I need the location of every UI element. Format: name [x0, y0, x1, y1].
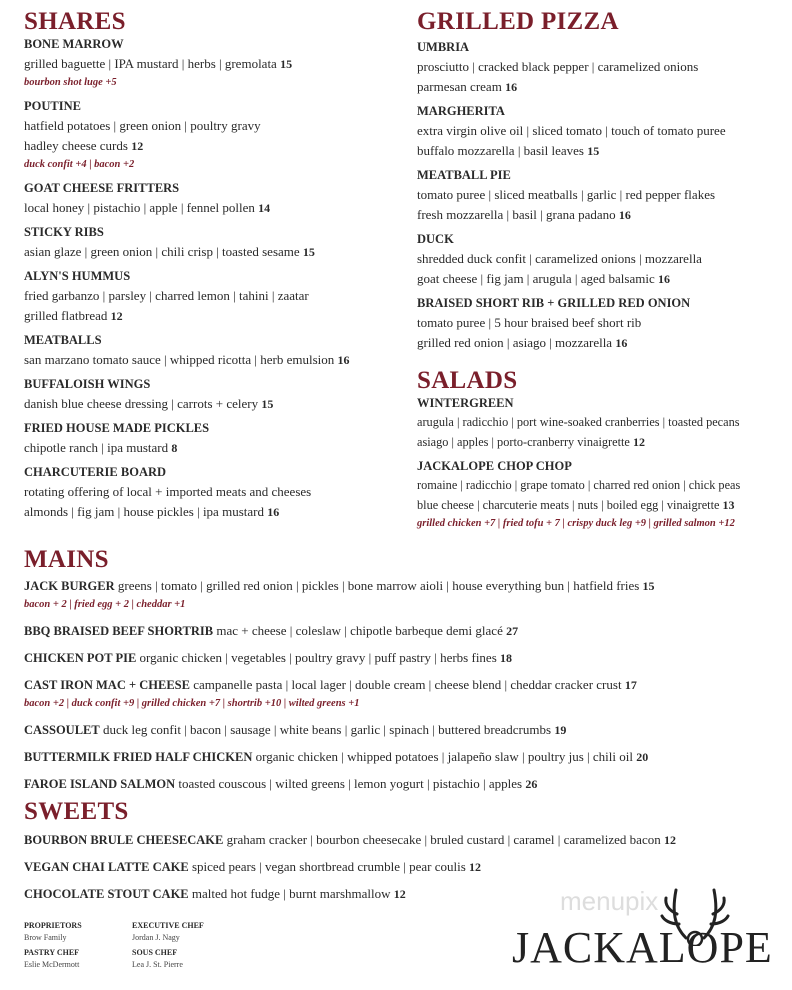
- item-name: CHOCOLATE STOUT CAKE: [24, 887, 189, 901]
- menu-item: [24, 675, 784, 713]
- item-description: asian glaze | green onion | chili crisp | toasted sesame 15: [24, 244, 315, 259]
- staff-title: PASTRY CHEF: [24, 948, 80, 957]
- item-price: 17: [624, 678, 637, 692]
- menu-item: [24, 648, 784, 668]
- item-description: duck leg confit | bacon | sausage | white beans | garlic | spinach | buttered breadcrumbs: [102, 722, 552, 737]
- section-title: SALADS: [417, 367, 518, 394]
- shares-section: [24, 8, 404, 526]
- item-description: buffalo mozzarella | basil leaves 15: [417, 143, 600, 158]
- item-name: BRAISED SHORT RIB + GRILLED RED ONION: [417, 296, 691, 310]
- item-price: 27: [506, 624, 519, 638]
- item-description: almonds | fig jam | house pickles | ipa mustard 16: [24, 504, 280, 519]
- menu-item: [24, 774, 784, 794]
- menu-item: [24, 462, 404, 522]
- staff-title: PROPRIETORS: [24, 921, 82, 930]
- item-description: tomato puree | 5 hour braised beef short rib: [417, 315, 642, 330]
- item-price: 19: [554, 723, 567, 737]
- item-description: fresh mozzarella | basil | grana padano 16: [417, 207, 631, 222]
- item-name: UMBRIA: [417, 40, 470, 54]
- item-description: grilled flatbread 12: [24, 308, 123, 323]
- item-description: arugula | radicchio | port wine-soaked cranberries | toasted pecans: [417, 415, 740, 429]
- item-price: 18: [500, 651, 513, 665]
- item-description: prosciutto | cracked black pepper | caramelized onions: [417, 59, 699, 74]
- menu-item: [24, 266, 404, 326]
- menu-item: [24, 178, 404, 218]
- menu-item: [24, 330, 404, 370]
- item-line: [24, 675, 784, 695]
- item-name: POUTINE: [24, 99, 81, 113]
- menu-item: [417, 37, 787, 97]
- menu-item: [417, 165, 787, 225]
- item-description: extra virgin olive oil | sliced tomato | touch of tomato puree: [417, 123, 726, 138]
- staff-name: Jordan J. Nagy: [132, 933, 180, 942]
- section-title: SWEETS: [24, 798, 129, 825]
- staff-title: EXECUTIVE CHEF: [132, 921, 204, 930]
- item-description: grilled red onion | asiago | mozzarella 16: [417, 335, 628, 350]
- item-description: fried garbanzo | parsley | charred lemon | tahini | zaatar: [24, 288, 309, 303]
- item-description: campanelle pasta | local lager | double cream | cheese blend | cheddar cracker crust: [193, 677, 622, 692]
- menu-item: [24, 857, 784, 877]
- item-description: danish blue cheese dressing | carrots + celery 15: [24, 396, 274, 411]
- item-line: [24, 747, 784, 767]
- staff-name: Brow Family: [24, 933, 67, 942]
- item-price: 26: [525, 777, 538, 791]
- item-description: greens | tomato | grilled red onion | pickles | bone marrow aioli | house everything bun | hatfield fries: [117, 578, 640, 593]
- item-price: 15: [642, 579, 655, 593]
- menu-item: [417, 293, 787, 353]
- staff-name: Eslie McDermott: [24, 960, 80, 969]
- item-name: CAST IRON MAC + CHEESE: [24, 678, 190, 692]
- item-price: 16: [618, 208, 631, 222]
- item-description: chipotle ranch | ipa mustard 8: [24, 440, 178, 455]
- item-line: [24, 621, 784, 641]
- item-line: [24, 830, 784, 850]
- item-price: 14: [258, 201, 271, 215]
- item-name: CHICKEN POT PIE: [24, 651, 137, 665]
- item-description: romaine | radicchio | grape tomato | charred red onion | chick peas: [417, 478, 741, 492]
- item-name: JACK BURGER: [24, 579, 115, 593]
- staff-title: SOUS CHEF: [132, 948, 178, 957]
- item-description: mac + cheese | coleslaw | chipotle barbeque demi glacé: [216, 623, 503, 638]
- menu-item: [417, 456, 792, 533]
- item-description: san marzano tomato sauce | whipped ricotta | herb emulsion 16: [24, 352, 350, 367]
- item-description: spiced pears | vegan shortbread crumble | pear coulis: [191, 859, 466, 874]
- item-price: 12: [393, 887, 406, 901]
- staff-col-2: [132, 920, 204, 974]
- item-description: shredded duck confit | caramelized onions | mozzarella: [417, 251, 702, 266]
- item-description: rotating offering of local + imported meats and cheeses: [24, 484, 312, 499]
- salads-section: [417, 367, 792, 537]
- item-addons: duck confit +4 | bacon +2: [24, 159, 135, 170]
- jackalope-logo: [512, 880, 773, 975]
- menu-item: [417, 393, 792, 452]
- item-description: graham cracker | bourbon cheesecake | bruled custard | caramel | caramelized bacon: [226, 832, 661, 847]
- item-description: goat cheese | fig jam | arugula | aged balsamic 16: [417, 271, 670, 286]
- section-title: GRILLED PIZZA: [417, 8, 619, 35]
- item-name: STICKY RIBS: [24, 225, 104, 239]
- item-name: MARGHERITA: [417, 104, 505, 118]
- item-description: organic chicken | whipped potatoes | jalapeño slaw | poultry jus | chili oil: [255, 749, 633, 764]
- item-name: BBQ BRAISED BEEF SHORTRIB: [24, 624, 214, 638]
- item-name: BUFFALOISH WINGS: [24, 377, 151, 391]
- menu-item: [24, 418, 404, 458]
- mains-section: [24, 546, 784, 801]
- item-name: JACKALOPE CHOP CHOP: [417, 459, 572, 473]
- item-name: DUCK: [417, 232, 454, 246]
- item-name: GOAT CHEESE FRITTERS: [24, 181, 180, 195]
- menu-item: [24, 720, 784, 740]
- menu-item: [24, 96, 404, 174]
- item-price: 12: [632, 434, 645, 449]
- item-price: 15: [280, 57, 293, 71]
- item-addons: bacon +2 | duck confit +9 | grilled chicken +7 | shortrib +10 | wilted greens +1: [24, 698, 360, 709]
- item-line: [24, 576, 784, 596]
- item-price: 12: [110, 309, 123, 323]
- menu-item: [24, 222, 404, 262]
- item-price: 16: [267, 505, 280, 519]
- item-name: VEGAN CHAI LATTE CAKE: [24, 860, 189, 874]
- item-addons: bourbon shot luge +5: [24, 77, 117, 88]
- item-price: 15: [302, 245, 315, 259]
- item-name: WINTERGREEN: [417, 396, 514, 410]
- item-name: FRIED HOUSE MADE PICKLES: [24, 421, 210, 435]
- item-description: toasted couscous | wilted greens | lemon yogurt | pistachio | apples: [178, 776, 523, 791]
- item-price: 15: [261, 397, 274, 411]
- item-price: 15: [587, 144, 600, 158]
- staff-col-1: [24, 920, 82, 974]
- item-name: MEATBALL PIE: [417, 168, 511, 182]
- item-name: BOURBON BRULE CHEESECAKE: [24, 833, 224, 847]
- menu-item: [24, 576, 784, 614]
- item-description: organic chicken | vegetables | poultry gravy | puff pastry | herbs fines: [139, 650, 497, 665]
- item-price: 20: [636, 750, 649, 764]
- item-price: 16: [615, 336, 628, 350]
- menu-item: [24, 34, 404, 92]
- item-description: hatfield potatoes | green onion | poultry gravy: [24, 118, 261, 133]
- item-description: local honey | pistachio | apple | fennel pollen 14: [24, 200, 271, 215]
- section-title: SHARES: [24, 8, 126, 35]
- item-price: 16: [658, 272, 670, 286]
- section-title: MAINS: [24, 546, 109, 573]
- item-line: [24, 720, 784, 740]
- item-name: BUTTERMILK FRIED HALF CHICKEN: [24, 750, 253, 764]
- item-price: 13: [722, 497, 735, 512]
- item-line: [24, 774, 784, 794]
- item-name: CASSOULET: [24, 723, 100, 737]
- logo-text: JACKALOPE: [512, 923, 773, 972]
- item-description: grilled baguette | IPA mustard | herbs | gremolata 15: [24, 56, 293, 71]
- item-name: FAROE ISLAND SALMON: [24, 777, 176, 791]
- pizza-section: [417, 8, 787, 357]
- item-name: BONE MARROW: [24, 37, 124, 51]
- item-description: asiago | apples | porto-cranberry vinaigrette 12: [417, 434, 645, 449]
- item-line: [24, 857, 784, 877]
- menu-item: [417, 101, 787, 161]
- menu-item: [24, 747, 784, 767]
- menu-item: [24, 621, 784, 641]
- item-name: MEATBALLS: [24, 333, 102, 347]
- item-description: tomato puree | sliced meatballs | garlic | red pepper flakes: [417, 187, 716, 202]
- item-line: [24, 648, 784, 668]
- item-price: 16: [337, 353, 350, 367]
- item-price: 8: [171, 441, 178, 455]
- item-description: blue cheese | charcuterie meats | nuts | boiled egg | vinaigrette 13: [417, 497, 735, 512]
- item-price: 12: [663, 833, 676, 847]
- item-description: parmesan cream 16: [417, 79, 518, 94]
- item-name: ALYN'S HUMMUS: [24, 269, 131, 283]
- item-price: 12: [469, 860, 482, 874]
- item-addons: grilled chicken +7 | fried tofu + 7 | crispy duck leg +9 | grilled salmon +12: [417, 518, 735, 529]
- item-description: hadley cheese curds 12: [24, 138, 144, 153]
- staff-name: Lea J. St. Pierre: [132, 960, 183, 969]
- item-description: malted hot fudge | burnt marshmallow: [191, 886, 391, 901]
- menu-item: [24, 374, 404, 414]
- item-addons: bacon + 2 | fried egg + 2 | cheddar +1: [24, 599, 186, 610]
- menu-item: [24, 830, 784, 850]
- item-price: 12: [131, 139, 144, 153]
- item-price: 16: [505, 80, 518, 94]
- watermark: menupix: [560, 886, 659, 916]
- item-name: CHARCUTERIE BOARD: [24, 465, 167, 479]
- menu-item: [417, 229, 787, 289]
